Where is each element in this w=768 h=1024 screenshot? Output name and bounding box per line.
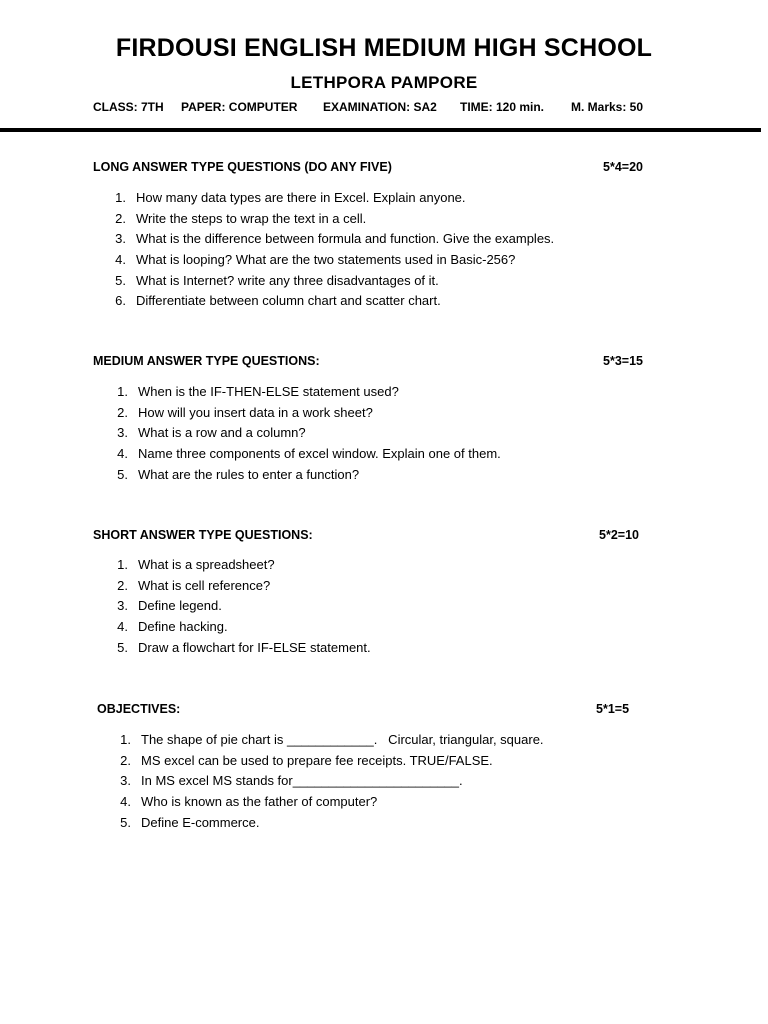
question-number: 3. — [117, 598, 128, 614]
question-number: 5. — [117, 466, 128, 482]
question-number: 2. — [117, 577, 128, 593]
school-name: FIRDOUSI ENGLISH MEDIUM HIGH SCHOOL — [115, 34, 653, 62]
question-number: 2. — [120, 752, 131, 768]
question-number: 3. — [120, 773, 131, 789]
question-number: 4. — [117, 619, 128, 635]
question-number: 5. — [115, 272, 126, 288]
section-marks-medium-answer: 5*3=15 — [603, 354, 643, 368]
question-text: Draw a flowchart for IF-ELSE statement. — [138, 639, 371, 655]
question-text: Name three components of excel window. Explain one of them. — [138, 446, 501, 462]
question-number: 6. — [115, 293, 126, 309]
school-place: LETHPORA PAMPORE — [290, 73, 478, 92]
question-text: Differentiate between column chart and scatter chart. — [136, 293, 441, 309]
time-label: TIME: 120 min. — [460, 100, 545, 114]
section-title-objectives: OBJECTIVES: — [97, 702, 181, 716]
section-title-short-answer: SHORT ANSWER TYPE QUESTIONS: — [93, 528, 313, 542]
class-label: CLASS: 7TH — [93, 100, 164, 114]
question-text: The shape of pie chart is ____________. Circular, triangular, square. — [141, 732, 544, 747]
question-number: 4. — [115, 252, 126, 268]
question-text: MS excel can be used to prepare fee receipts. TRUE/FALSE. — [141, 752, 493, 768]
paper-label: PAPER: COMPUTER — [181, 100, 298, 114]
question-text: Define legend. — [138, 598, 222, 614]
section-marks-short-answer: 5*2=10 — [599, 528, 639, 542]
section-title-medium-answer: MEDIUM ANSWER TYPE QUESTIONS: — [93, 354, 320, 368]
question-text: How many data types are there in Excel. Explain anyone. — [136, 190, 466, 205]
question-text: When is the IF-THEN-ELSE statement used? — [138, 384, 399, 399]
question-text: What is a spreadsheet? — [138, 557, 275, 572]
question-number: 1. — [117, 384, 128, 399]
section-marks-long-answer: 5*4=20 — [603, 160, 643, 174]
question-text: Define hacking. — [138, 619, 228, 635]
question-text: Write the steps to wrap the text in a cell. — [136, 210, 367, 226]
examination-label: EXAMINATION: SA2 — [323, 100, 437, 114]
question-number: 2. — [115, 210, 126, 226]
question-text: What is Internet? write any three disadvantages of it. — [136, 272, 439, 288]
question-text: Define E-commerce. — [141, 814, 260, 830]
question-text: How will you insert data in a work sheet? — [138, 404, 373, 420]
question-number: 2. — [117, 404, 128, 420]
question-number: 1. — [117, 557, 128, 572]
question-number: 4. — [117, 446, 128, 462]
question-number: 1. — [120, 732, 131, 747]
question-number: 3. — [115, 231, 126, 247]
question-text: What are the rules to enter a function? — [138, 466, 360, 482]
question-text: What is looping? What are the two statements used in Basic-256? — [136, 252, 516, 268]
header-divider — [0, 128, 761, 132]
section-marks-objectives: 5*1=5 — [596, 702, 630, 716]
question-number: 5. — [120, 814, 131, 830]
question-text: Who is known as the father of computer? — [141, 794, 378, 810]
question-text: What is the difference between formula and function. Give the examples. — [136, 231, 555, 247]
question-text: What is cell reference? — [138, 577, 271, 593]
question-number: 4. — [120, 794, 131, 810]
section-title-long-answer: LONG ANSWER TYPE QUESTIONS (DO ANY FIVE) — [93, 160, 392, 174]
question-number: 5. — [117, 639, 128, 655]
question-text: What is a row and a column? — [138, 425, 306, 441]
max-marks-label: M. Marks: 50 — [571, 100, 644, 114]
question-number: 3. — [117, 425, 128, 441]
question-text: In MS excel MS stands for_______________________. — [141, 773, 463, 789]
question-number: 1. — [115, 190, 126, 205]
